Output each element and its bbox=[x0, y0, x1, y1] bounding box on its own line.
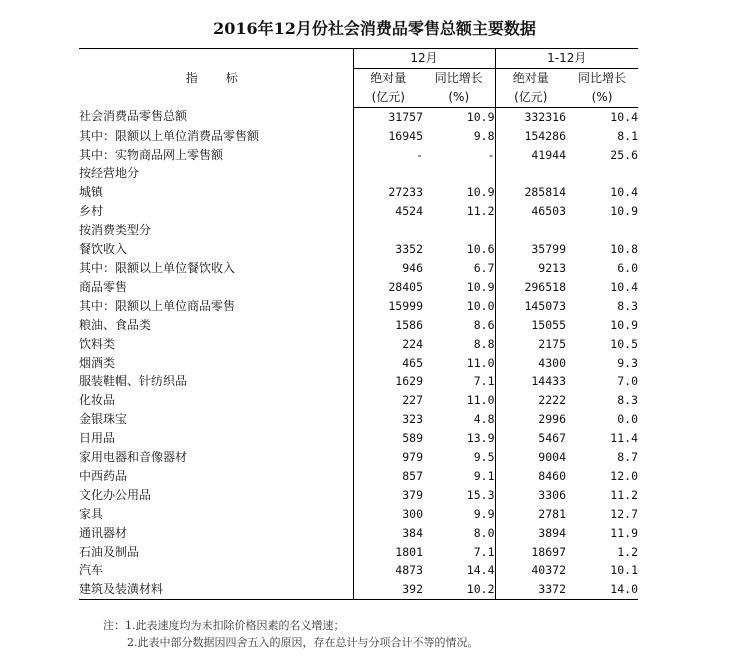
dec-yoy-growth: 10.2 bbox=[423, 580, 495, 599]
ytd-yoy-growth: 6.0 bbox=[617, 260, 638, 275]
ytd-absolute-value: 14433 bbox=[531, 374, 566, 389]
period-header-jan-dec: 1-12月 bbox=[495, 49, 638, 69]
dec-absolute-value: 4524 bbox=[395, 204, 423, 219]
dec-yoy-growth: 11.0 bbox=[423, 391, 495, 410]
row-label: 中西药品 bbox=[79, 467, 353, 486]
dec-absolute-value: 589 bbox=[402, 431, 423, 446]
ytd-yoy-growth: 11.4 bbox=[610, 431, 638, 446]
table-body bbox=[79, 107, 638, 600]
ytd-absolute-value: 3894 bbox=[538, 525, 566, 540]
ytd-yoy-growth: 9.3 bbox=[617, 355, 638, 370]
row-label: 建筑及装潢材料 bbox=[79, 580, 353, 599]
dec-absolute-value: 31757 bbox=[388, 109, 423, 124]
footnote-2: 2.此表中部分数据因四舍五入的原因，存在总计与分项合计不等的情况。 bbox=[127, 636, 479, 649]
row-label: 文化办公用品 bbox=[79, 486, 353, 505]
col-header-yoy-ytd-line2: (%) bbox=[591, 89, 613, 104]
ytd-yoy-growth: 10.9 bbox=[610, 204, 638, 219]
table-row bbox=[79, 278, 638, 297]
ytd-yoy-growth bbox=[566, 164, 638, 183]
dec-yoy-growth: 9.1 bbox=[423, 467, 495, 486]
page-title: 2016年12月份社会消费品零售总额主要数据 bbox=[213, 19, 536, 38]
row-label: 汽车 bbox=[79, 561, 353, 580]
table-row bbox=[79, 561, 638, 580]
dec-yoy-growth bbox=[423, 221, 495, 240]
footnotes bbox=[103, 617, 479, 651]
row-label: 按经营地分 bbox=[79, 164, 353, 183]
table-row bbox=[79, 183, 638, 202]
dec-yoy-growth: 9.9 bbox=[423, 505, 495, 524]
col-header-yoy-line1: 同比增长 bbox=[434, 70, 483, 85]
ytd-yoy-growth: 1.2 bbox=[617, 544, 638, 559]
table-row bbox=[79, 146, 638, 165]
ytd-yoy-growth: 10.1 bbox=[610, 563, 638, 578]
dec-yoy-growth: - bbox=[423, 146, 495, 165]
ytd-absolute-value: 9213 bbox=[538, 260, 566, 275]
dec-absolute-value: 979 bbox=[402, 450, 423, 465]
col-header-yoy-line2: (%) bbox=[448, 89, 470, 104]
ytd-yoy-growth: 10.9 bbox=[610, 317, 638, 332]
row-label: 乡村 bbox=[79, 202, 353, 221]
row-label: 烟酒类 bbox=[79, 354, 353, 373]
dec-absolute-value: 300 bbox=[402, 506, 423, 521]
ytd-yoy-growth: 14.0 bbox=[566, 580, 638, 599]
ytd-yoy-growth: 25.6 bbox=[610, 147, 638, 162]
table-row bbox=[79, 429, 638, 448]
row-label: 其中：实物商品网上零售额 bbox=[79, 146, 353, 165]
row-label: 家具 bbox=[79, 505, 353, 524]
ytd-absolute-value: 3372 bbox=[495, 580, 566, 599]
col-header-abs-ytd-line2: (亿元) bbox=[514, 89, 548, 104]
table-row bbox=[79, 202, 638, 221]
ytd-absolute-value: 2996 bbox=[538, 412, 566, 427]
dec-absolute-value: 3352 bbox=[395, 242, 423, 257]
table-row bbox=[79, 335, 638, 354]
dec-yoy-growth bbox=[423, 164, 495, 183]
dec-absolute-value: 379 bbox=[402, 487, 423, 502]
col-header-abs-line2: (亿元) bbox=[371, 89, 405, 104]
dec-yoy-growth: 7.1 bbox=[423, 543, 495, 562]
ytd-yoy-growth: 12.0 bbox=[610, 468, 638, 483]
table-row bbox=[79, 410, 638, 429]
dec-yoy-growth: 15.3 bbox=[423, 486, 495, 505]
ytd-absolute-value: 18697 bbox=[531, 544, 566, 559]
dec-yoy-growth: 10.9 bbox=[423, 183, 495, 202]
row-label: 家用电器和音像器材 bbox=[79, 448, 353, 467]
dec-absolute-value bbox=[353, 164, 423, 183]
table-row bbox=[79, 316, 638, 335]
row-label: 粮油、食品类 bbox=[79, 316, 353, 335]
ytd-absolute-value: 145073 bbox=[524, 298, 566, 313]
ytd-yoy-growth: 8.7 bbox=[617, 450, 638, 465]
row-label: 饮料类 bbox=[79, 335, 353, 354]
dec-absolute-value: 465 bbox=[402, 355, 423, 370]
dec-yoy-growth: 11.2 bbox=[423, 202, 495, 221]
period-header-december: 12月 bbox=[353, 49, 495, 69]
ytd-absolute-value: 2175 bbox=[538, 336, 566, 351]
col-header-abs-ytd bbox=[495, 68, 566, 107]
ytd-yoy-growth: 10.4 bbox=[610, 279, 638, 294]
table-row bbox=[79, 524, 638, 543]
ytd-yoy-growth bbox=[566, 221, 638, 240]
dec-absolute-value: 28405 bbox=[388, 279, 423, 294]
ytd-yoy-growth: 0.0 bbox=[617, 412, 638, 427]
col-header-yoy-ytd-line1: 同比增长 bbox=[577, 70, 626, 85]
table-row bbox=[79, 391, 638, 410]
col-header-yoy-ytd bbox=[566, 68, 638, 107]
table-row bbox=[79, 580, 638, 599]
ytd-absolute-value: 2222 bbox=[538, 393, 566, 408]
table-row bbox=[79, 164, 638, 183]
ytd-absolute-value: 285814 bbox=[524, 185, 566, 200]
dec-yoy-growth: 8.8 bbox=[423, 335, 495, 354]
ytd-absolute-value bbox=[495, 164, 566, 183]
col-header-abs-ytd-line1: 绝对量 bbox=[512, 70, 549, 85]
ytd-yoy-growth: 10.5 bbox=[610, 336, 638, 351]
ytd-absolute-value: 40372 bbox=[531, 563, 566, 578]
dec-yoy-growth: 10.6 bbox=[423, 240, 495, 259]
ytd-absolute-value: 154286 bbox=[524, 128, 566, 143]
indicator-header: 指 标 bbox=[79, 49, 353, 108]
table-row bbox=[79, 467, 638, 486]
row-label: 社会消费品零售总额 bbox=[79, 107, 353, 126]
ytd-yoy-growth: 8.3 bbox=[617, 393, 638, 408]
dec-yoy-growth: 8.6 bbox=[423, 316, 495, 335]
table-row bbox=[79, 448, 638, 467]
dec-yoy-growth: 6.7 bbox=[423, 259, 495, 278]
data-table bbox=[79, 48, 638, 600]
ytd-yoy-growth: 10.8 bbox=[610, 242, 638, 257]
dec-absolute-value: 946 bbox=[402, 260, 423, 275]
row-label: 城镇 bbox=[79, 183, 353, 202]
footnote-1: 注：1.此表速度均为未扣除价格因素的名义增速； bbox=[103, 619, 345, 632]
dec-absolute-value: 15999 bbox=[388, 298, 423, 313]
col-header-abs-line1: 绝对量 bbox=[370, 70, 407, 85]
dec-absolute-value: 392 bbox=[353, 580, 423, 599]
ytd-absolute-value: 46503 bbox=[531, 204, 566, 219]
row-label: 金银珠宝 bbox=[79, 410, 353, 429]
ytd-yoy-growth: 11.9 bbox=[610, 525, 638, 540]
ytd-absolute-value: 2781 bbox=[538, 506, 566, 521]
dec-yoy-growth: 9.5 bbox=[423, 448, 495, 467]
ytd-absolute-value: 296518 bbox=[524, 279, 566, 294]
table-row bbox=[79, 505, 638, 524]
col-header-abs bbox=[353, 68, 423, 107]
dec-absolute-value: 27233 bbox=[388, 185, 423, 200]
table-row bbox=[79, 107, 638, 126]
row-label: 商品零售 bbox=[79, 278, 353, 297]
dec-yoy-growth: 10.9 bbox=[423, 107, 495, 126]
dec-absolute-value: 16945 bbox=[388, 128, 423, 143]
dec-yoy-growth: 11.0 bbox=[423, 354, 495, 373]
table-row bbox=[79, 240, 638, 259]
dec-absolute-value: 224 bbox=[402, 336, 423, 351]
row-label: 石油及制品 bbox=[79, 543, 353, 562]
dec-absolute-value: 4873 bbox=[395, 563, 423, 578]
ytd-yoy-growth: 8.3 bbox=[617, 298, 638, 313]
ytd-yoy-growth: 12.7 bbox=[610, 506, 638, 521]
dec-absolute-value: 1586 bbox=[395, 317, 423, 332]
ytd-absolute-value: 35799 bbox=[531, 242, 566, 257]
row-label: 日用品 bbox=[79, 429, 353, 448]
ytd-absolute-value: 9004 bbox=[538, 450, 566, 465]
dec-yoy-growth: 8.0 bbox=[423, 524, 495, 543]
ytd-yoy-growth: 10.4 bbox=[610, 185, 638, 200]
dec-yoy-growth: 14.4 bbox=[423, 561, 495, 580]
col-header-yoy bbox=[423, 68, 495, 107]
ytd-absolute-value: 4300 bbox=[538, 355, 566, 370]
ytd-yoy-growth: 7.0 bbox=[617, 374, 638, 389]
row-label: 餐饮收入 bbox=[79, 240, 353, 259]
ytd-absolute-value: 15055 bbox=[531, 317, 566, 332]
dec-yoy-growth: 13.9 bbox=[423, 429, 495, 448]
table-row bbox=[79, 372, 638, 391]
dec-absolute-value bbox=[353, 221, 423, 240]
dec-absolute-value: 1629 bbox=[395, 374, 423, 389]
dec-absolute-value: 323 bbox=[402, 412, 423, 427]
row-label: 其中：限额以上单位消费品零售额 bbox=[79, 127, 353, 146]
table-row bbox=[79, 543, 638, 562]
dec-yoy-growth: 7.1 bbox=[423, 372, 495, 391]
row-label: 通讯器材 bbox=[79, 524, 353, 543]
dec-yoy-growth: 9.8 bbox=[423, 127, 495, 146]
ytd-absolute-value: 5467 bbox=[538, 431, 566, 446]
dec-yoy-growth: 4.8 bbox=[423, 410, 495, 429]
table-row bbox=[79, 486, 638, 505]
ytd-absolute-value: 332316 bbox=[524, 109, 566, 124]
ytd-yoy-growth: 11.2 bbox=[610, 487, 638, 502]
ytd-absolute-value: 3306 bbox=[538, 487, 566, 502]
ytd-absolute-value: 41944 bbox=[531, 147, 566, 162]
table-row bbox=[79, 297, 638, 316]
dec-absolute-value: 1801 bbox=[395, 544, 423, 559]
row-label: 服装鞋帽、针纺织品 bbox=[79, 372, 353, 391]
table-row bbox=[79, 221, 638, 240]
dec-absolute-value: 857 bbox=[402, 468, 423, 483]
dec-yoy-growth: 10.9 bbox=[423, 278, 495, 297]
ytd-absolute-value: 8460 bbox=[538, 468, 566, 483]
row-label: 按消费类型分 bbox=[79, 221, 353, 240]
dec-yoy-growth: 10.0 bbox=[423, 297, 495, 316]
row-label: 其中：限额以上单位商品零售 bbox=[79, 297, 353, 316]
ytd-yoy-growth: 10.4 bbox=[610, 109, 638, 124]
table-row bbox=[79, 354, 638, 373]
dec-absolute-value: 227 bbox=[402, 393, 423, 408]
ytd-absolute-value bbox=[495, 221, 566, 240]
row-label: 化妆品 bbox=[79, 391, 353, 410]
dec-absolute-value: - bbox=[416, 147, 423, 162]
table-row bbox=[79, 259, 638, 278]
table-row bbox=[79, 127, 638, 146]
ytd-yoy-growth: 8.1 bbox=[617, 128, 638, 143]
dec-absolute-value: 384 bbox=[402, 525, 423, 540]
row-label: 其中：限额以上单位餐饮收入 bbox=[79, 259, 353, 278]
